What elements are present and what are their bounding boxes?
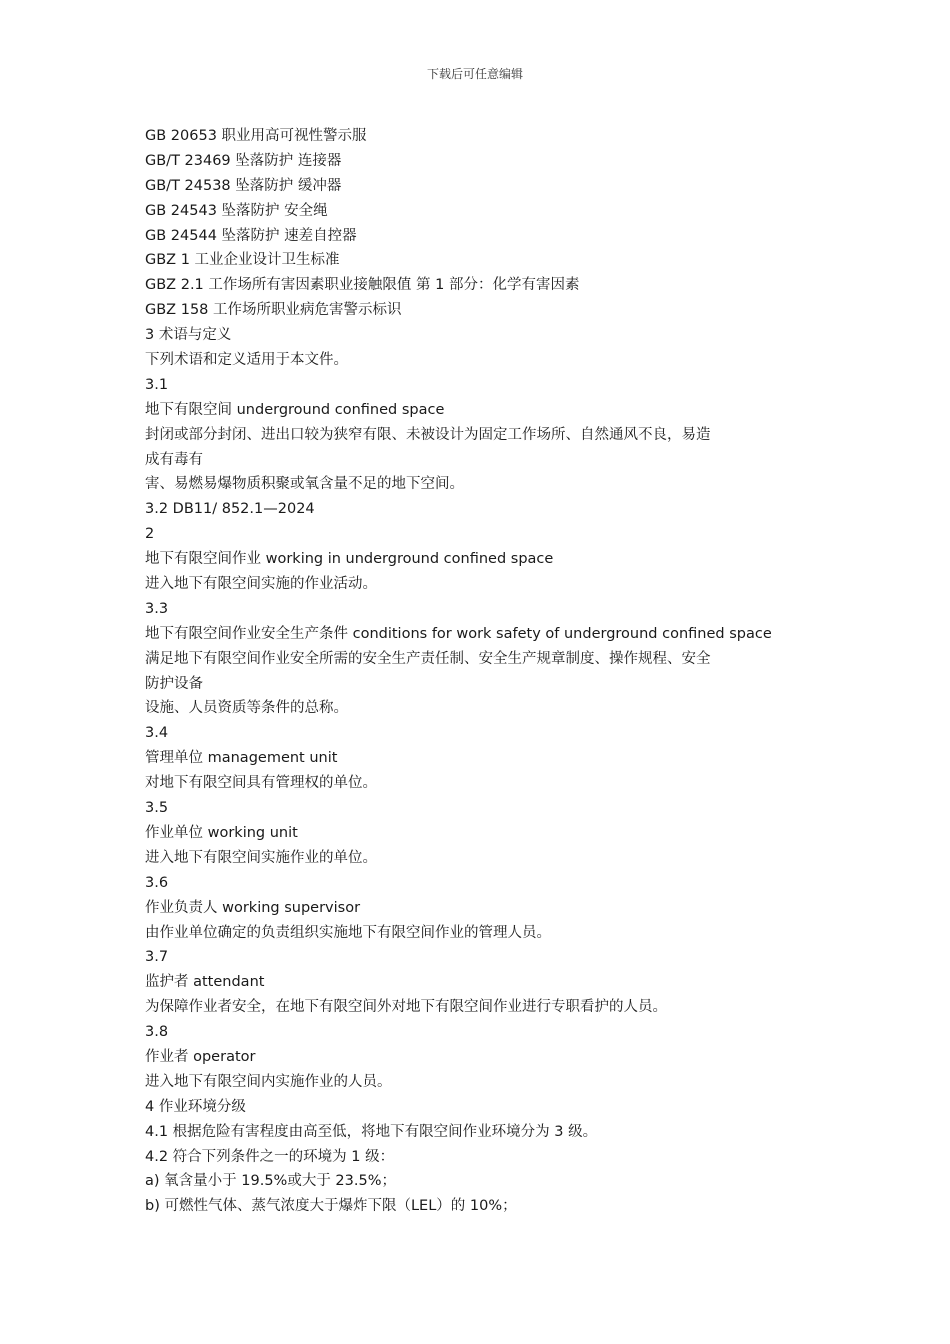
text-line: GB 24544 坠落防护 速差自控器 bbox=[145, 227, 357, 244]
text-line: 4.1 根据危险有害程度由高至低，将地下有限空间作业环境分为 3 级。 bbox=[145, 1123, 598, 1140]
document-body bbox=[145, 124, 815, 1219]
text-line: 对地下有限空间具有管理权的单位。 bbox=[145, 775, 377, 792]
text-line: GBZ 2.1 工作场所有害因素职业接触限值 第 1 部分：化学有害因素 bbox=[145, 277, 580, 294]
clause-number: 3.3 bbox=[145, 600, 169, 617]
clause-number: 3.4 bbox=[145, 725, 169, 742]
text-line: 由作业单位确定的负责组织实施地下有限空间作业的管理人员。 bbox=[145, 924, 551, 941]
term-title: 作业负责人 working supervisor bbox=[145, 899, 361, 916]
text-line: 为保障作业者安全，在地下有限空间外对地下有限空间作业进行专职看护的人员。 bbox=[145, 999, 667, 1016]
page-number: 2 bbox=[145, 526, 155, 543]
clause-number: 3.5 bbox=[145, 800, 169, 817]
page-header-note: 下载后可任意编辑 bbox=[426, 67, 523, 81]
clause-number: 3.2 DB11/ 852.1—2024 bbox=[145, 501, 315, 518]
clause-number: 3.6 bbox=[145, 874, 169, 891]
text-line: 进入地下有限空间内实施作业的人员。 bbox=[145, 1073, 392, 1090]
term-title: 地下有限空间作业安全生产条件 conditions for work safety of underground confined space bbox=[145, 625, 772, 642]
text-line: 成有毒有 bbox=[145, 451, 203, 468]
text-line: GB 24543 坠落防护 安全绳 bbox=[145, 202, 328, 219]
clause-number: 3.7 bbox=[145, 949, 169, 966]
text-line: GB/T 23469 坠落防护 连接器 bbox=[145, 152, 342, 169]
text-line: 4.2 符合下列条件之一的环境为 1 级： bbox=[145, 1148, 395, 1165]
text-line: 封闭或部分封闭、进出口较为狭窄有限、未被设计为固定工作场所、自然通风不良，易造 bbox=[145, 426, 711, 443]
term-title: 地下有限空间作业 working in underground confined space bbox=[145, 551, 554, 568]
list-item: b) 可燃性气体、蒸气浓度大于爆炸下限（LEL）的 10%； bbox=[145, 1198, 517, 1215]
text-line: GBZ 158 工作场所职业病危害警示标识 bbox=[145, 302, 402, 319]
text-line: 进入地下有限空间实施的作业活动。 bbox=[145, 576, 377, 593]
clause-number: 3.8 bbox=[145, 1024, 169, 1041]
term-title: 作业者 operator bbox=[145, 1048, 256, 1065]
text-line: 害、易燃易爆物质积聚或氧含量不足的地下空间。 bbox=[145, 476, 464, 493]
list-item: a) 氧含量小于 19.5%或大于 23.5%； bbox=[145, 1173, 396, 1190]
clause-number: 3.1 bbox=[145, 376, 169, 393]
text-line: GBZ 1 工业企业设计卫生标准 bbox=[145, 252, 340, 269]
text-line: 防护设备 bbox=[145, 675, 203, 692]
section-heading: 3 术语与定义 bbox=[145, 327, 232, 344]
term-title: 监护者 attendant bbox=[145, 974, 265, 991]
text-line: 下列术语和定义适用于本文件。 bbox=[145, 352, 348, 369]
section-heading: 4 作业环境分级 bbox=[145, 1098, 246, 1115]
term-title: 地下有限空间 underground confined space bbox=[145, 401, 445, 418]
term-title: 管理单位 management unit bbox=[145, 750, 338, 767]
term-title: 作业单位 working unit bbox=[145, 824, 298, 841]
text-line: 设施、人员资质等条件的总称。 bbox=[145, 700, 348, 717]
text-line: GB 20653 职业用高可视性警示服 bbox=[145, 128, 367, 144]
text-line: 满足地下有限空间作业安全所需的安全生产责任制、安全生产规章制度、操作规程、安全 bbox=[145, 650, 711, 667]
text-line: 进入地下有限空间实施作业的单位。 bbox=[145, 849, 377, 866]
text-line: GB/T 24538 坠落防护 缓冲器 bbox=[145, 177, 342, 194]
